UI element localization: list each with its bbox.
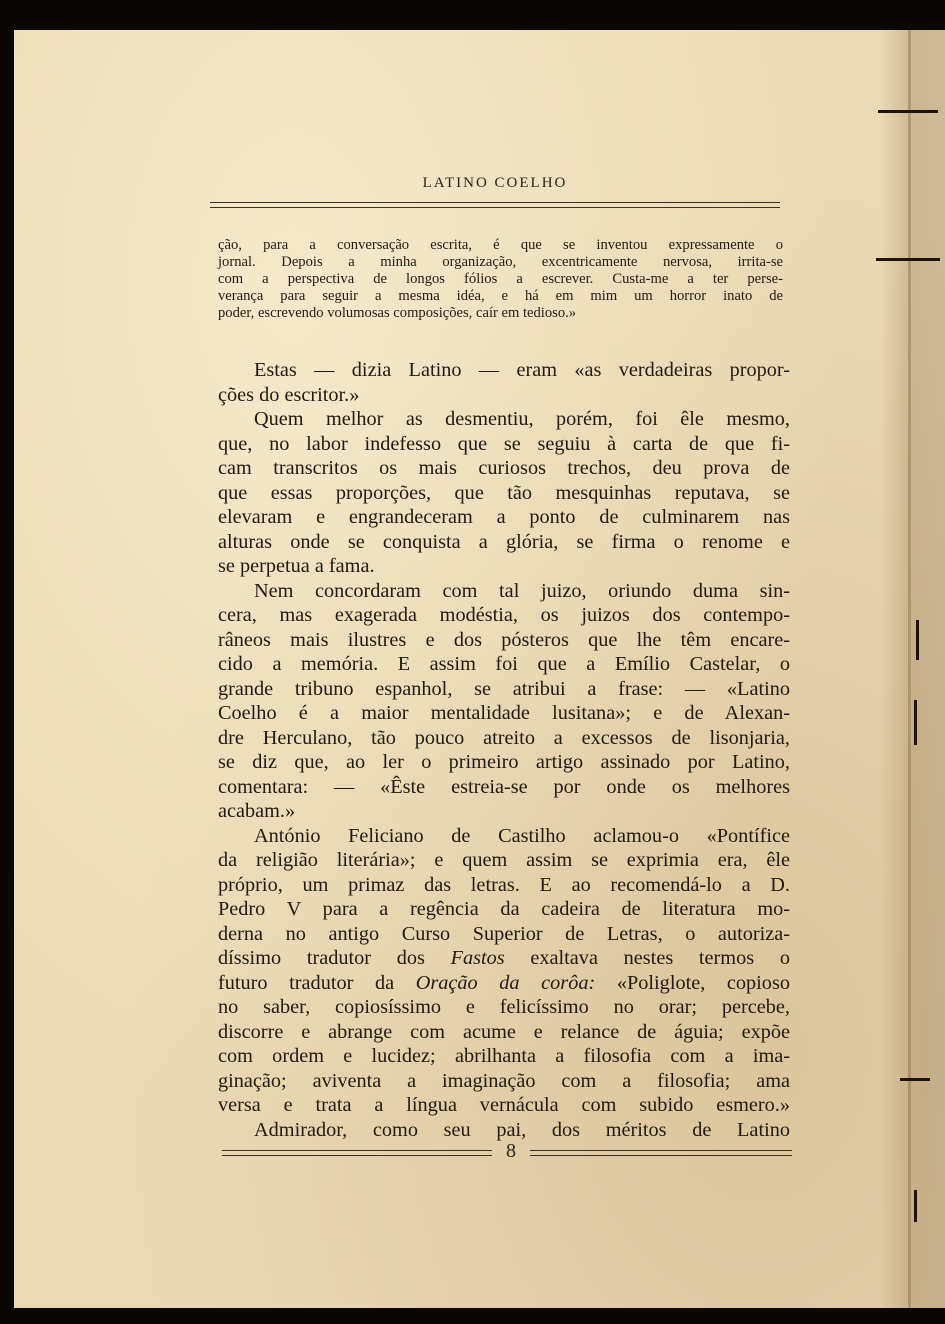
text-line: poder, escrevendo volumosas composições, caír em tedioso.» <box>218 305 577 321</box>
text-line: Admirador, como seu pai, dos méritos de Latino <box>254 1118 790 1141</box>
binding-stitch <box>876 258 940 261</box>
text-line: cido a memória. E assim foi que a Emílio Castelar, o <box>218 653 790 675</box>
text-line: que, no labor indefesso que se seguiu à carta de que fi- <box>218 432 790 455</box>
text-line: cam transcritos os mais curiosos trechos, deu prova de <box>218 457 790 479</box>
text-line: Pedro V para a regência da cadeira de literatura mo- <box>218 898 790 920</box>
text-line: derna no antigo Curso Superior de Letras, o autoriza- <box>218 922 790 945</box>
text-line: da religião literária»; e quem assim se exprimia era, êle <box>218 849 790 871</box>
footer-rule <box>222 1150 492 1156</box>
italic-title: Fastos <box>450 947 505 969</box>
text-line: com ordem e lucidez; abrilhanta a filosofia com a ima- <box>218 1045 790 1067</box>
binding-stitch <box>914 1190 917 1222</box>
text-line: com a perspectiva de longos fólios a escrever. Custa-me a ter perse- <box>218 271 783 287</box>
running-head: LATINO COELHO <box>422 175 568 191</box>
text-line: alturas onde se conquista a glória, se firma o renome e <box>218 530 790 553</box>
text-line: Quem melhor as desmentiu, porém, foi êle mesmo, <box>254 408 790 430</box>
text-line: discorre e abrange com acume e relance de águia; expõe <box>218 1020 790 1043</box>
text-line: Coelho é a maior mentalidade lusitana»; e de Alexan- <box>218 702 790 724</box>
text-line: se perpetua a fama. <box>218 555 375 577</box>
footer-rule <box>530 1150 792 1156</box>
text-line: râneos mais ilustres e dos pósteros que lhe têm encare- <box>218 628 790 651</box>
text-fragment: exaltava nestes termos o <box>530 947 790 969</box>
text-fragment: futuro tradutor da <box>218 971 395 994</box>
quoted-letter-excerpt <box>218 237 783 322</box>
body-text <box>218 358 790 1142</box>
text-line: versa e trata a língua vernácula com subido esmero.» <box>218 1094 790 1116</box>
italic-title: Oração da corôa: <box>415 971 596 994</box>
text-line: elevaram e engrandeceram a ponto de culminarem nas <box>218 506 790 528</box>
text-line: ções do escritor.» <box>218 383 360 406</box>
text-line: comentara: — «Êste estreia-se por onde os melhores <box>218 775 790 798</box>
page-number: 8 <box>506 1140 516 1162</box>
binding-stitch <box>916 620 919 660</box>
text-line: dre Herculano, tão pouco atreito a excessos de lisonjaria, <box>218 726 790 749</box>
text-line: ginação; aviventa a imaginação com a filosofia; ama <box>218 1069 790 1092</box>
text-line <box>218 971 790 996</box>
text-line: jornal. Depois a minha organização, excentricamente nervosa, irrita-se <box>218 254 783 270</box>
text-line: próprio, um primaz das letras. E ao recomendá-lo a D. <box>218 873 790 896</box>
binding-stitch <box>900 1078 930 1081</box>
spine-shadow <box>880 30 945 1308</box>
text-line: cera, mas exagerada modéstia, os juizos dos contempo- <box>218 604 790 626</box>
header-rule <box>210 202 780 208</box>
text-fragment: «Poliglote, copioso <box>616 971 790 994</box>
text-line: acabam.» <box>218 800 296 822</box>
text-line: Nem concordaram com tal juizo, oriundo duma sin- <box>254 579 790 602</box>
text-line: se diz que, ao ler o primeiro artigo assinado por Latino, <box>218 751 790 773</box>
text-line: que essas proporções, que tão mesquinhas reputava, se <box>218 481 790 504</box>
text-line: grande tribuno espanhol, se atribui a frase: — «Latino <box>218 677 790 700</box>
spine-fold <box>908 30 911 1308</box>
text-line: no saber, copiosíssimo e felicíssimo no orar; percebe, <box>218 996 790 1018</box>
text-line: Estas — dizia Latino — eram «as verdadeiras propor- <box>254 359 790 381</box>
text-line: ção, para a conversação escrita, é que se inventou expressamente o <box>218 237 783 253</box>
text-line: verança para seguir a mesma idéa, e há em mim um horror inato de <box>218 288 783 304</box>
text-line <box>218 946 790 971</box>
binding-stitch <box>878 110 938 113</box>
text-fragment: díssimo tradutor dos <box>218 947 425 969</box>
binding-stitch <box>914 700 917 745</box>
text-line: António Feliciano de Castilho aclamou-o «Pontífice <box>254 824 790 847</box>
